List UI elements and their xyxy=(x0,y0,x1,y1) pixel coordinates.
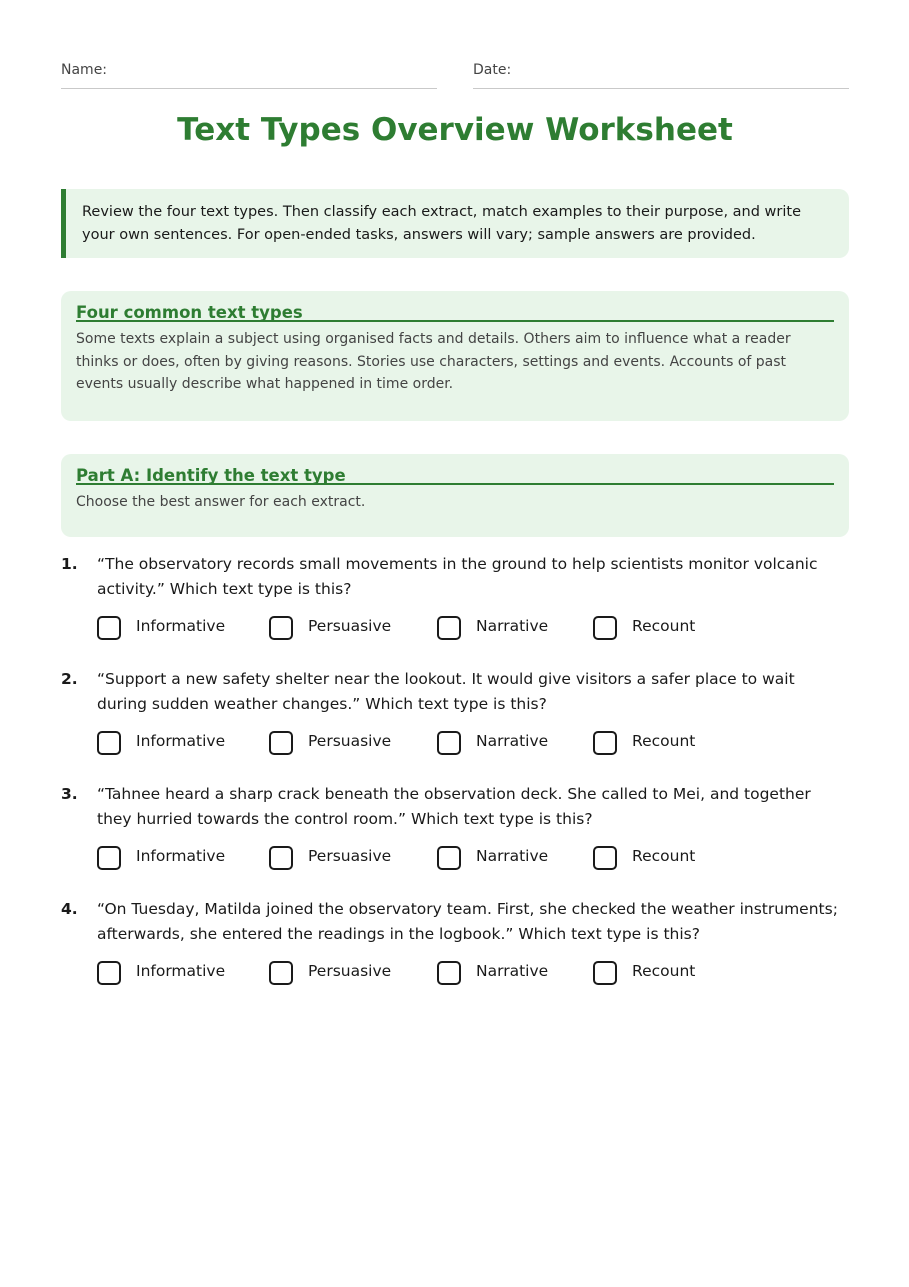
checkbox[interactable] xyxy=(97,731,121,755)
question-number: 2. xyxy=(61,670,78,688)
option-label: Persuasive xyxy=(308,847,392,865)
answer-options xyxy=(97,961,849,989)
checkbox[interactable] xyxy=(593,846,617,870)
part-a-title: Part A: Identify the text type xyxy=(76,454,834,485)
info-box-title: Four common text types xyxy=(76,291,834,322)
checkbox[interactable] xyxy=(97,846,121,870)
page-title: Text Types Overview Worksheet xyxy=(177,112,733,148)
question-text: “The observatory records small movements in the ground to help scientists monitor volcanic activity.” Which text type is this? xyxy=(97,555,818,598)
option-label: Persuasive xyxy=(308,962,392,980)
part-a-instructions: Choose the best answer for each extract. xyxy=(76,494,366,510)
option-label: Recount xyxy=(632,962,696,980)
option-label: Informative xyxy=(136,962,226,980)
question-number: 3. xyxy=(61,785,78,803)
option-label: Narrative xyxy=(476,617,549,635)
checkbox[interactable] xyxy=(269,961,293,985)
question-number: 1. xyxy=(61,555,78,573)
option-label: Recount xyxy=(632,847,696,865)
option-label: Informative xyxy=(136,732,226,750)
checkbox[interactable] xyxy=(593,961,617,985)
info-box xyxy=(61,291,849,421)
checkbox[interactable] xyxy=(269,731,293,755)
date-field[interactable] xyxy=(473,60,849,89)
instructions-box: Review the four text types. Then classify each extract, match examples to their purpose, and write your own sentences. For open-ended tasks, answers will vary; sample answers are provided. xyxy=(61,189,849,258)
option-label: Recount xyxy=(632,732,696,750)
header-fields xyxy=(61,60,849,90)
option-label: Narrative xyxy=(476,732,549,750)
name-label: Name: xyxy=(61,62,108,78)
answer-options xyxy=(97,616,849,644)
date-label: Date: xyxy=(473,62,512,78)
name-field[interactable] xyxy=(61,60,437,89)
checkbox[interactable] xyxy=(437,961,461,985)
option-label: Narrative xyxy=(476,962,549,980)
option-label: Recount xyxy=(632,617,696,635)
question-number: 4. xyxy=(61,900,78,918)
checkbox[interactable] xyxy=(269,616,293,640)
answer-options xyxy=(97,731,849,759)
checkbox[interactable] xyxy=(97,961,121,985)
checkbox[interactable] xyxy=(97,616,121,640)
option-label: Persuasive xyxy=(308,617,392,635)
info-box-body: Some texts explain a subject using organised facts and details. Others aim to influence what a reader thinks or does, often by giving reasons. Stories use characters, settings and events. Accounts of past events usually describe what happened in time order. xyxy=(76,331,791,392)
question-text: “Support a new safety shelter near the lookout. It would give visitors a safer place to wait during sudden weather changes.” Which text type is this? xyxy=(97,670,795,713)
checkbox[interactable] xyxy=(437,846,461,870)
checkbox[interactable] xyxy=(269,846,293,870)
option-label: Informative xyxy=(136,847,226,865)
option-label: Persuasive xyxy=(308,732,392,750)
checkbox[interactable] xyxy=(593,731,617,755)
question-text: “On Tuesday, Matilda joined the observatory team. First, she checked the weather instruments; afterwards, she entered the readings in the logbook.” Which text type is this? xyxy=(97,900,838,943)
part-a-header xyxy=(61,454,849,537)
option-label: Narrative xyxy=(476,847,549,865)
option-label: Informative xyxy=(136,617,226,635)
checkbox[interactable] xyxy=(437,616,461,640)
checkbox[interactable] xyxy=(593,616,617,640)
question-text: “Tahnee heard a sharp crack beneath the observation deck. She called to Mei, and together they hurried towards the control room.” Which text type is this? xyxy=(97,785,811,828)
checkbox[interactable] xyxy=(437,731,461,755)
answer-options xyxy=(97,846,849,874)
